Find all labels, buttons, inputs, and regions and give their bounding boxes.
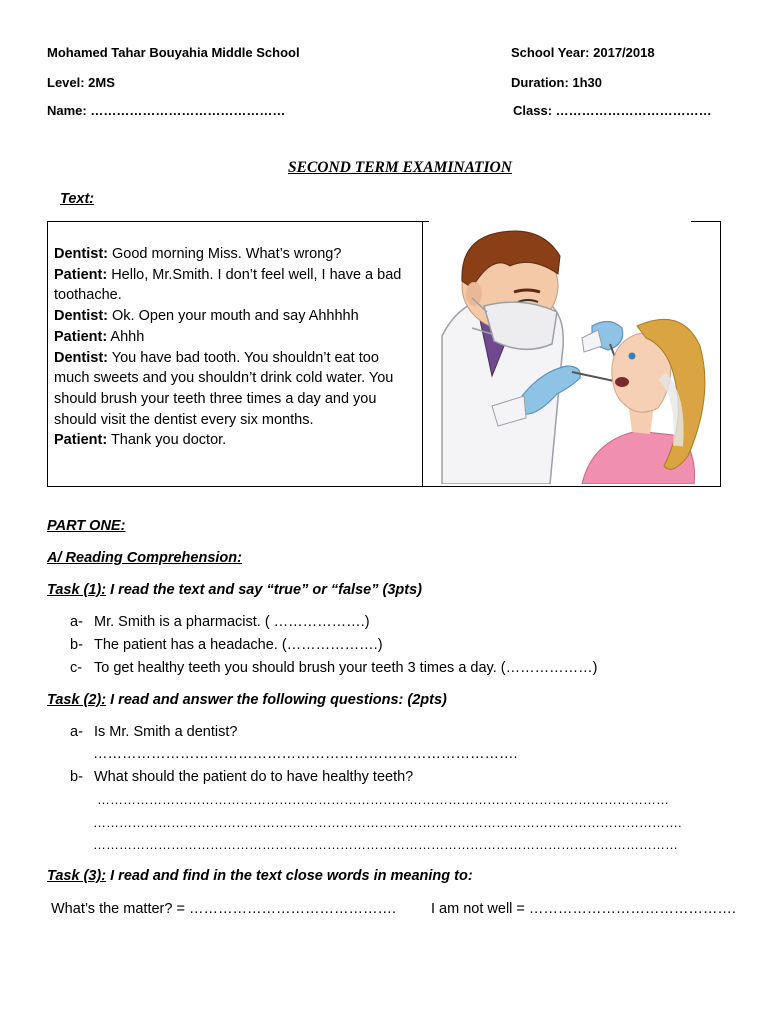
- task3-instruction: I read and find in the text close words in meaning to:: [106, 868, 473, 884]
- speech: Ok. Open your mouth and say Ahhhhh: [107, 308, 359, 325]
- school-name: Mohamed Tahar Bouyahia Middle School: [47, 45, 300, 60]
- task1-label: Task (1):: [47, 582, 107, 598]
- speaker: Patient:: [54, 432, 108, 449]
- duration: Duration: 1h30: [511, 75, 603, 90]
- speech: Thank you doctor.: [107, 432, 227, 449]
- answer-line: ………………………………………………………………………………………………………………………: [93, 837, 678, 852]
- item-text: What should the patient do to have healthy teeth?: [94, 769, 414, 785]
- dialogue-line: [54, 306, 414, 327]
- item-letter: b-: [70, 769, 83, 785]
- item-letter: a-: [70, 614, 83, 630]
- item-text: The patient has a headache. (……………….): [94, 637, 383, 653]
- dialogue-line: [54, 430, 414, 451]
- reading-heading: A/ Reading Comprehension:: [47, 550, 242, 566]
- speech: Hello, Mr.Smith. I don’t feel well, I have a bad toothache.: [54, 266, 402, 304]
- task2-heading: [47, 692, 447, 708]
- box-divider: [422, 222, 423, 486]
- text-box: [47, 221, 721, 487]
- speaker: Patient:: [54, 266, 108, 283]
- dialogue-line: [54, 265, 414, 306]
- speech: You have bad tooth. You shouldn’t eat too much sweets and you shouldn’t drink cold water. You should brush your teeth three times a day and you should visit the dentist every six months.: [54, 349, 394, 428]
- item-letter: c-: [70, 660, 83, 676]
- answer-line: ……………………………………………………………………………………………………………………….: [93, 815, 682, 830]
- item-letter: a-: [70, 724, 83, 740]
- task2-label: Task (2):: [47, 692, 107, 708]
- list-item: [70, 769, 413, 785]
- answer-line: …………………………………………………………………………….: [93, 746, 518, 762]
- dialogue-line: [54, 244, 414, 265]
- dialogue-line: [54, 348, 414, 431]
- speaker: Patient:: [54, 328, 108, 345]
- dialogue-line: [54, 327, 414, 348]
- answer-line: ……………………………………………………………………………………………………………………: [97, 792, 669, 807]
- item-text: Is Mr. Smith a dentist?: [94, 724, 238, 740]
- list-item: [70, 614, 370, 630]
- task1-heading: [47, 582, 422, 598]
- school-year: School Year: 2017/2018: [511, 45, 655, 60]
- task3-heading: [47, 868, 473, 884]
- item-text: Mr. Smith is a pharmacist. ( ……………….): [94, 614, 370, 630]
- part-one-heading: PART ONE:: [47, 518, 126, 534]
- name-field: Name: ………………………………………: [47, 103, 286, 118]
- speech: Good morning Miss. What’s wrong?: [107, 246, 342, 262]
- task1-instruction: I read the text and say “true” or “false” (3pts): [106, 582, 422, 598]
- exam-title: SECOND TERM EXAMINATION: [288, 159, 512, 176]
- level: Level: 2MS: [47, 75, 115, 90]
- item-letter: b-: [70, 637, 83, 653]
- speaker: Dentist:: [54, 308, 108, 325]
- dentist-illustration: [432, 226, 717, 484]
- list-item: [70, 637, 383, 653]
- item-text: To get healthy teeth you should brush your teeth 3 times a day. (………………): [94, 660, 598, 676]
- list-item: [70, 660, 597, 676]
- list-item: [70, 724, 237, 740]
- dialogue: [54, 244, 414, 451]
- close-word-item: What’s the matter? = …………………………………….: [51, 901, 396, 917]
- text-heading: Text:: [60, 191, 95, 207]
- close-word-item: I am not well = …………………………………….: [431, 901, 736, 917]
- class-field: Class: ………………………………: [513, 103, 712, 118]
- speaker: Dentist:: [54, 349, 108, 366]
- task2-instruction: I read and answer the following questions: (2pts): [106, 692, 447, 708]
- task3-label: Task (3):: [47, 868, 107, 884]
- speaker: Dentist:: [54, 246, 108, 262]
- speech: Ahhh: [107, 328, 145, 345]
